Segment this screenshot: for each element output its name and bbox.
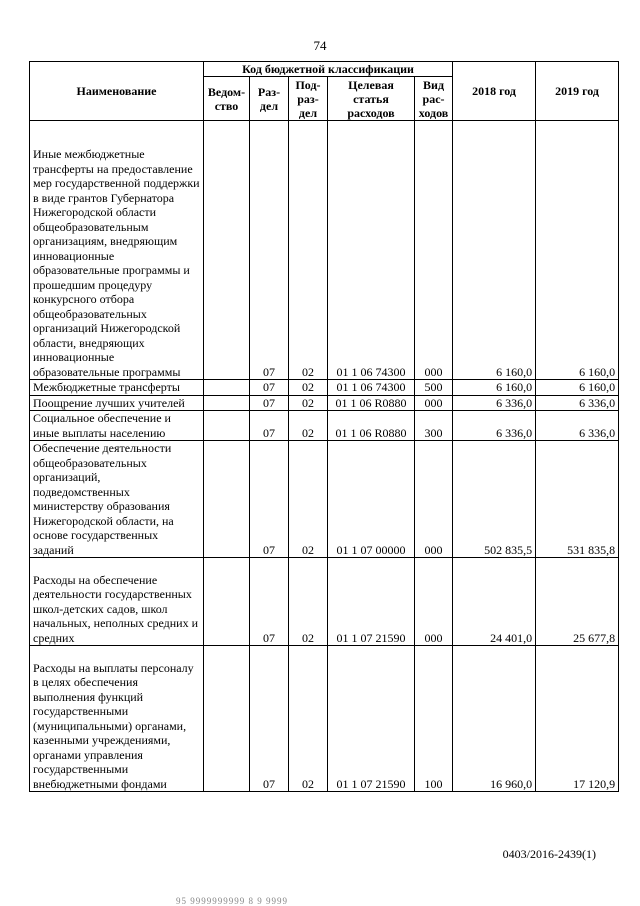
row-vedomstvo (204, 646, 250, 792)
row-celevaya: 01 1 06 R0880 (328, 411, 415, 441)
header-celevaya-label: Целевая статья расходов (347, 77, 395, 120)
row-name-text: Поощрение лучших учителей (33, 395, 185, 410)
row-celevaya: 01 1 06 R0880 (328, 395, 415, 411)
row-celevaya: 01 1 07 21590 (328, 558, 415, 646)
row-razdel: 07 (250, 558, 289, 646)
row-vid: 000 (415, 441, 453, 558)
row-podrazdel: 02 (289, 441, 328, 558)
budget-table (29, 61, 619, 792)
row-name (30, 411, 204, 441)
row-name (30, 395, 204, 411)
row-name-text: Социальное обеспечение и иные выплаты населению (33, 411, 171, 440)
table-row (30, 646, 619, 792)
row-2018: 16 960,0 (453, 646, 536, 792)
row-podrazdel: 02 (289, 646, 328, 792)
row-2019: 6 336,0 (536, 395, 619, 411)
header-vid-rashodov (415, 77, 453, 121)
table-row (30, 558, 619, 646)
row-vid: 300 (415, 411, 453, 441)
header-budget-code-group: Код бюджетной классификации (204, 62, 453, 77)
row-vid: 000 (415, 558, 453, 646)
table-row (30, 380, 619, 396)
row-razdel: 07 (250, 411, 289, 441)
header-razdel (250, 77, 289, 121)
row-podrazdel: 02 (289, 121, 328, 380)
header-razdel-label: Раз- дел (257, 84, 281, 113)
row-name-text: Расходы на выплаты персоналу в целях обеспечения выполнения функций государственными (муниципальными) органами, казенными учреждениями, органами управления государственными внебюджетными фондами (33, 660, 194, 791)
row-razdel: 07 (250, 441, 289, 558)
header-vedomstvo-label: Ведом- ство (207, 84, 246, 113)
row-2019: 6 160,0 (536, 380, 619, 396)
row-celevaya: 01 1 06 74300 (328, 380, 415, 396)
row-2019: 17 120,9 (536, 646, 619, 792)
row-razdel: 07 (250, 646, 289, 792)
row-2018: 6 160,0 (453, 121, 536, 380)
row-name-text: Межбюджетные трансферты (33, 380, 180, 394)
row-name (30, 441, 204, 558)
row-2018: 6 336,0 (453, 411, 536, 441)
header-podrazdel-label: Под- раз- дел (295, 77, 321, 120)
row-2019: 6 336,0 (536, 411, 619, 441)
row-celevaya: 01 1 06 74300 (328, 121, 415, 380)
row-2019: 531 835,8 (536, 441, 619, 558)
row-2018: 6 336,0 (453, 395, 536, 411)
row-celevaya: 01 1 07 00000 (328, 441, 415, 558)
table-row (30, 395, 619, 411)
row-podrazdel: 02 (289, 558, 328, 646)
row-vid: 000 (415, 395, 453, 411)
row-2019: 6 160,0 (536, 121, 619, 380)
row-name (30, 558, 204, 646)
row-vedomstvo (204, 380, 250, 396)
row-2018: 24 401,0 (453, 558, 536, 646)
bottom-mark: 95 9999999999 8 9 9999 (176, 896, 288, 906)
row-name-text: Иные межбюджетные трансферты на предоставление мер государственной поддержки в виде грантов Губернатора Нижегородской области общеобразовательным организациям, внедряющим инновационные образовательные программы и прошедшим процедуру конкурсного отбора общеобразовательных организаций Нижегородской области, внедряющих инновационные образовательные программы (33, 147, 200, 379)
row-name-text: Обеспечение деятельности общеобразовательных организаций, подведомственных министерству образования Нижегородской области, на основе государственных заданий (33, 441, 174, 557)
header-vedomstvo (204, 77, 250, 121)
row-podrazdel: 02 (289, 411, 328, 441)
row-razdel: 07 (250, 121, 289, 380)
table-row (30, 121, 619, 380)
header-year-2019: 2019 год (536, 62, 619, 121)
header-podrazdel (289, 77, 328, 121)
row-name (30, 380, 204, 396)
row-name (30, 121, 204, 380)
header-celevaya-statya (328, 77, 415, 121)
row-2018: 6 160,0 (453, 380, 536, 396)
row-vedomstvo (204, 558, 250, 646)
row-razdel: 07 (250, 395, 289, 411)
row-vedomstvo (204, 441, 250, 558)
header-vid-label: Вид рас- ходов (418, 77, 449, 120)
document-code: 0403/2016-2439(1) (502, 847, 596, 861)
row-podrazdel: 02 (289, 395, 328, 411)
row-2018: 502 835,5 (453, 441, 536, 558)
row-vid: 100 (415, 646, 453, 792)
row-2019: 25 677,8 (536, 558, 619, 646)
row-razdel: 07 (250, 380, 289, 396)
row-name-text: Расходы на обеспечение деятельности государственных школ-детских садов, школ начальных, неполных средних и средних (33, 572, 199, 645)
row-celevaya: 01 1 07 21590 (328, 646, 415, 792)
row-vid: 500 (415, 380, 453, 396)
row-vid: 000 (415, 121, 453, 380)
row-vedomstvo (204, 411, 250, 441)
row-podrazdel: 02 (289, 380, 328, 396)
row-vedomstvo (204, 121, 250, 380)
table-row (30, 441, 619, 558)
table-row (30, 411, 619, 441)
header-year-2018: 2018 год (453, 62, 536, 121)
row-vedomstvo (204, 395, 250, 411)
row-name (30, 646, 204, 792)
page-number: 74 (313, 38, 327, 53)
header-name: Наименование (30, 62, 204, 121)
